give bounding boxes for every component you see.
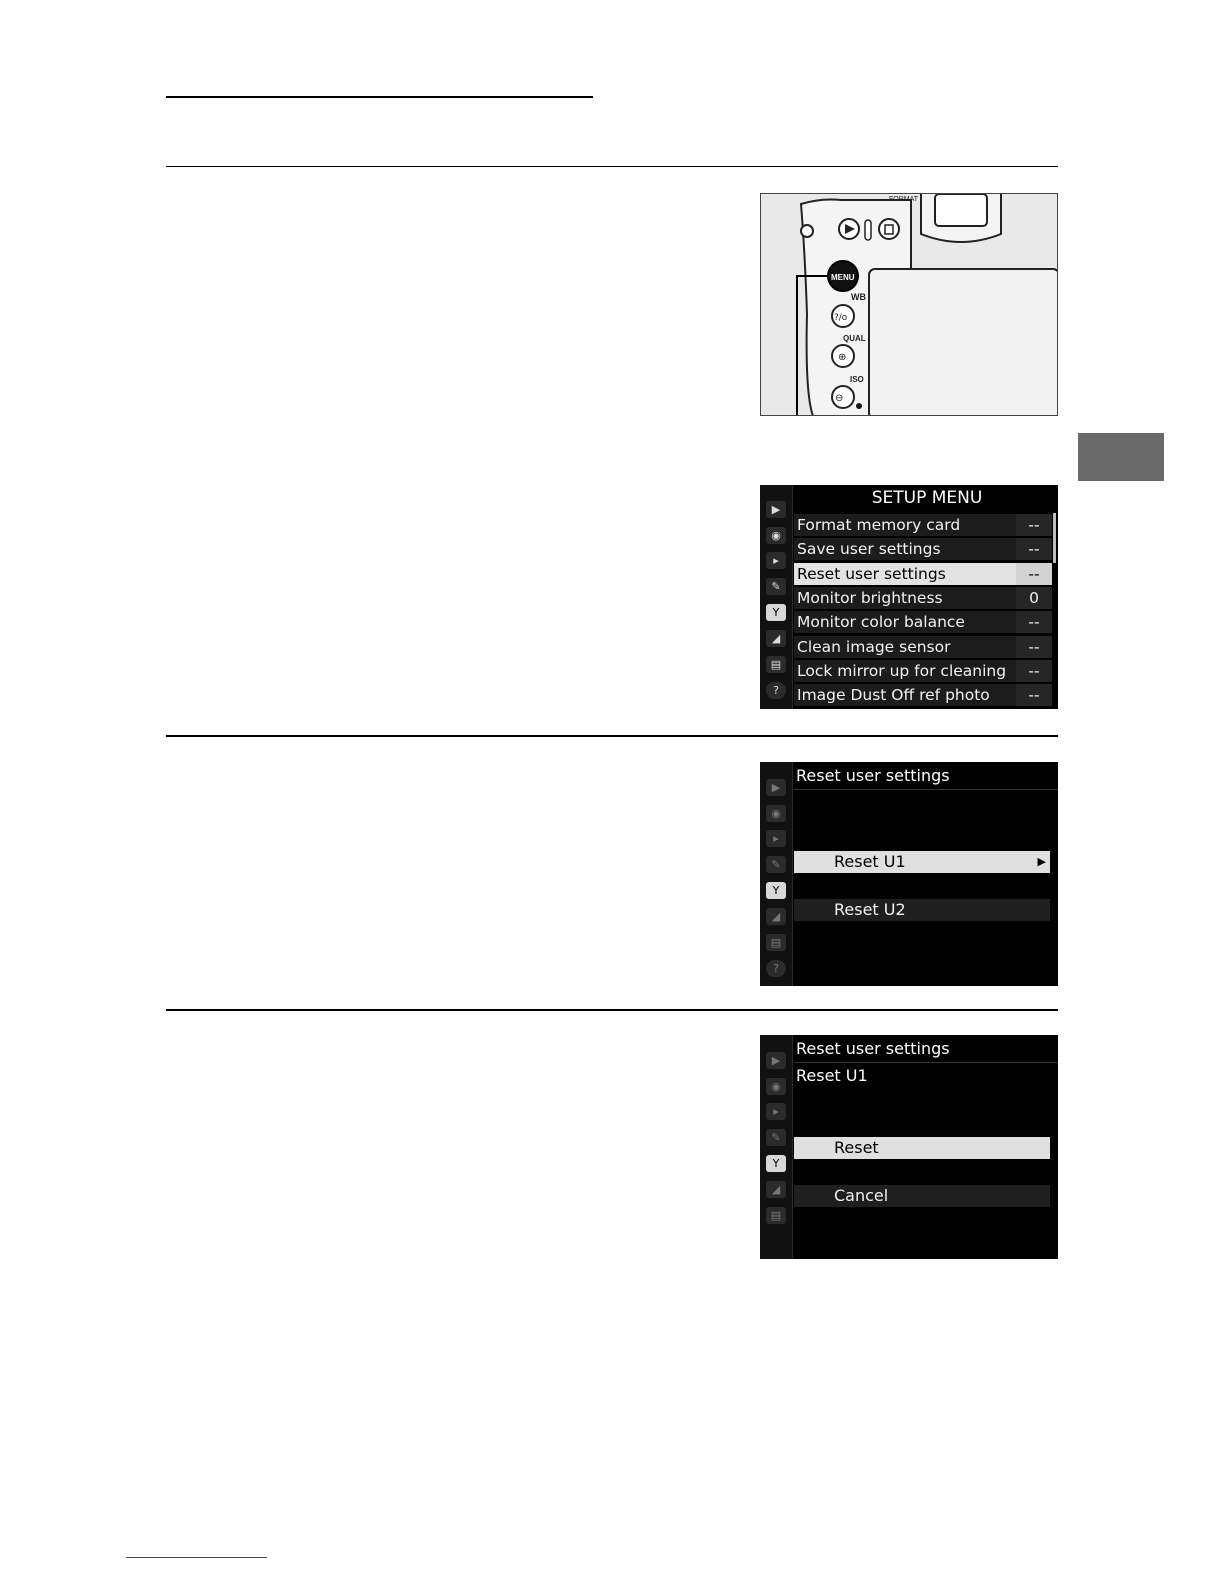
menu-item-value: -- bbox=[1016, 538, 1052, 560]
menu-item-selected[interactable] bbox=[794, 563, 1052, 585]
menu-item-value: 0 bbox=[1016, 587, 1052, 609]
screen-subtitle: Reset U1 bbox=[796, 1066, 868, 1085]
menu-scrollbar[interactable] bbox=[1053, 513, 1056, 563]
menu-item-label: Reset user settings bbox=[797, 565, 946, 583]
pencil-icon[interactable]: ✎ bbox=[766, 578, 786, 595]
menu-tab-column bbox=[760, 485, 793, 709]
wrench-icon[interactable]: Y bbox=[766, 882, 786, 899]
menu-item[interactable] bbox=[794, 660, 1052, 682]
svg-text:?/o: ?/o bbox=[834, 313, 848, 323]
svg-text:⊖: ⊖ bbox=[835, 393, 844, 404]
mymenu-icon[interactable]: ▤ bbox=[766, 656, 786, 673]
retouch-icon[interactable]: ◢ bbox=[766, 1181, 786, 1198]
menu-item-value: -- bbox=[1016, 563, 1052, 585]
wrench-icon[interactable]: Y bbox=[766, 1155, 786, 1172]
menu-item-label: Format memory card bbox=[797, 516, 961, 534]
menu-item[interactable] bbox=[794, 636, 1052, 658]
menu-tab-column bbox=[760, 762, 793, 986]
menu-item-value: -- bbox=[1016, 514, 1052, 536]
chapter-side-tab[interactable] bbox=[1078, 433, 1164, 481]
menu-item-label: Monitor brightness bbox=[797, 589, 943, 607]
mymenu-icon[interactable]: ▤ bbox=[766, 934, 786, 951]
screen-title: Reset user settings bbox=[796, 1039, 950, 1058]
wrench-icon[interactable]: Y bbox=[766, 604, 786, 621]
screen-title: Reset user settings bbox=[796, 766, 950, 785]
menu-item[interactable] bbox=[794, 514, 1052, 536]
movie-icon[interactable]: ▸ bbox=[766, 1103, 786, 1120]
retouch-icon[interactable]: ◢ bbox=[766, 908, 786, 925]
movie-icon[interactable]: ▸ bbox=[766, 830, 786, 847]
submenu-arrow-icon: ▶ bbox=[1037, 855, 1046, 868]
option-label: Reset U1 bbox=[834, 852, 906, 871]
step-divider bbox=[166, 166, 1058, 167]
retouch-icon[interactable]: ◢ bbox=[766, 630, 786, 647]
camera-icon[interactable]: ◉ bbox=[766, 805, 786, 822]
pencil-icon[interactable]: ✎ bbox=[766, 1129, 786, 1146]
menu-item-label: Image Dust Off ref photo bbox=[797, 686, 990, 704]
menu-item-label: Lock mirror up for cleaning bbox=[797, 662, 1007, 680]
reset-u1-option[interactable] bbox=[794, 851, 1050, 873]
menu-item-value: -- bbox=[1016, 660, 1052, 682]
format-label: FORMAT bbox=[889, 196, 919, 203]
step-divider bbox=[166, 735, 1058, 737]
menu-item-label: Save user settings bbox=[797, 540, 941, 558]
menu-item-value: -- bbox=[1016, 636, 1052, 658]
playback-icon[interactable]: ▶ bbox=[766, 501, 786, 518]
setup-menu-screen bbox=[760, 485, 1058, 709]
reset-u2-option[interactable] bbox=[794, 899, 1050, 921]
camera-back-illustration bbox=[760, 193, 1058, 416]
strap-eyelet-icon bbox=[801, 225, 813, 237]
svg-text:⊕: ⊕ bbox=[838, 352, 847, 363]
menu-item-value: -- bbox=[1016, 684, 1052, 706]
menu-item[interactable] bbox=[794, 587, 1052, 609]
setup-menu-title: SETUP MENU bbox=[871, 488, 983, 508]
menu-item-value: -- bbox=[1016, 611, 1052, 633]
option-label: Reset bbox=[834, 1138, 879, 1157]
menu-item-label: Clean image sensor bbox=[797, 638, 951, 656]
footer-link-underline[interactable] bbox=[126, 1557, 267, 1558]
title-divider bbox=[794, 1062, 1058, 1063]
camera-icon[interactable]: ◉ bbox=[766, 527, 786, 544]
section-title-underline bbox=[166, 96, 593, 98]
camera-body-drawing bbox=[761, 194, 1058, 416]
qual-label: QUAL bbox=[843, 334, 866, 343]
option-label: Cancel bbox=[834, 1186, 889, 1205]
pencil-icon[interactable]: ✎ bbox=[766, 856, 786, 873]
help-icon[interactable]: ? bbox=[766, 960, 786, 977]
reset-user-settings-screen bbox=[760, 762, 1058, 986]
menu-item[interactable] bbox=[794, 538, 1052, 560]
playback-icon[interactable]: ▶ bbox=[766, 779, 786, 796]
menu-tab-column bbox=[760, 1035, 793, 1259]
menu-item-label: Monitor color balance bbox=[797, 613, 965, 631]
delete-button-icon bbox=[879, 219, 899, 239]
movie-icon[interactable]: ▸ bbox=[766, 552, 786, 569]
step-divider bbox=[166, 1009, 1058, 1011]
menu-item[interactable] bbox=[794, 611, 1052, 633]
option-label: Reset U2 bbox=[834, 900, 906, 919]
mymenu-icon[interactable]: ▤ bbox=[766, 1207, 786, 1224]
menu-label: MENU bbox=[831, 273, 855, 282]
playback-icon[interactable]: ▶ bbox=[766, 1052, 786, 1069]
help-icon[interactable]: ? bbox=[766, 682, 786, 699]
iso-label: ISO bbox=[850, 375, 864, 384]
wb-label: WB bbox=[851, 292, 866, 302]
cancel-option[interactable] bbox=[794, 1185, 1050, 1207]
reset-confirm-option[interactable] bbox=[794, 1137, 1050, 1159]
reset-confirm-screen bbox=[760, 1035, 1058, 1259]
menu-item[interactable] bbox=[794, 684, 1052, 706]
camera-icon[interactable]: ◉ bbox=[766, 1078, 786, 1095]
monitor-icon bbox=[869, 269, 1058, 416]
title-divider bbox=[794, 789, 1058, 790]
